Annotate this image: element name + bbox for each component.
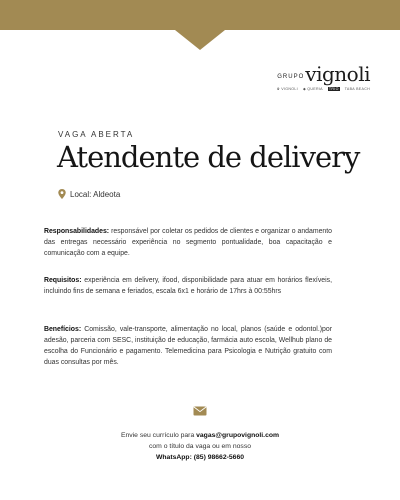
responsabilidades-text: responsável por coletar os pedidos de clientes e organizar o andamento das entregas necessário experiência no segmento pontualidade, boa capacitação e comunicação com a equipe. (44, 228, 332, 257)
footer-send-line (0, 430, 400, 441)
footer-send-prefix: Envie seu currículo para (120, 432, 197, 439)
beneficios-text: Comissão, vale-transporte, alimentação no local, planos (saúde e odontol.)por adesão, parceria com SESC, instituição de educação, farmácia auto escola, Wellhub plano de escolha do Funcionário e pagamento. Telemedicina para Psicologia e Nutrição gratuito com duas consultas por mês. (44, 326, 332, 366)
requisitos-text: experiência em delivery, ifood, disponibilidade para atuar em horários flexíveis, incluindo fins de semana e feriados, escala 6x1 e horário de 17hrs à 00:55hrs (44, 277, 332, 295)
footer-email[interactable]: vagas@grupovignoli.com (196, 432, 280, 439)
application-footer (0, 403, 400, 463)
requisitos-section (44, 275, 332, 297)
brand-queria: ◆ QUERIA (302, 87, 323, 91)
map-pin-icon (58, 189, 66, 199)
requisitos-label: Requisitos: (44, 277, 82, 284)
job-kicker: VAGA ABERTA (58, 130, 135, 139)
logo-brand-list (250, 87, 370, 91)
job-title: Atendente de delivery (57, 140, 360, 174)
beneficios-label: Benefícios: (44, 326, 82, 333)
beneficios-section (44, 324, 332, 368)
location-text: Local: Aldeota (70, 189, 121, 199)
footer-subject-line: com o título da vaga ou em nosso (148, 443, 251, 450)
brand-taba-beach: TABA BEACH (344, 87, 370, 91)
brand-trio: TRIO (328, 87, 339, 91)
footer-whatsapp[interactable] (0, 452, 400, 463)
grupo-vignoli-logo (250, 64, 370, 91)
brand-vignoli: ♛ VIGNOLI (276, 87, 298, 91)
responsabilidades-section (44, 226, 332, 259)
responsabilidades-label: Responsabilidades: (44, 228, 110, 235)
envelope-icon (193, 406, 207, 416)
logo-vignoli-text: vignoli (305, 62, 370, 86)
job-location (58, 189, 120, 199)
logo-grupo-text: GRUPO (277, 74, 305, 80)
footer-whatsapp-text: WhatsApp: (85) 98662-5660 (155, 454, 244, 461)
gold-header-band (0, 0, 400, 50)
